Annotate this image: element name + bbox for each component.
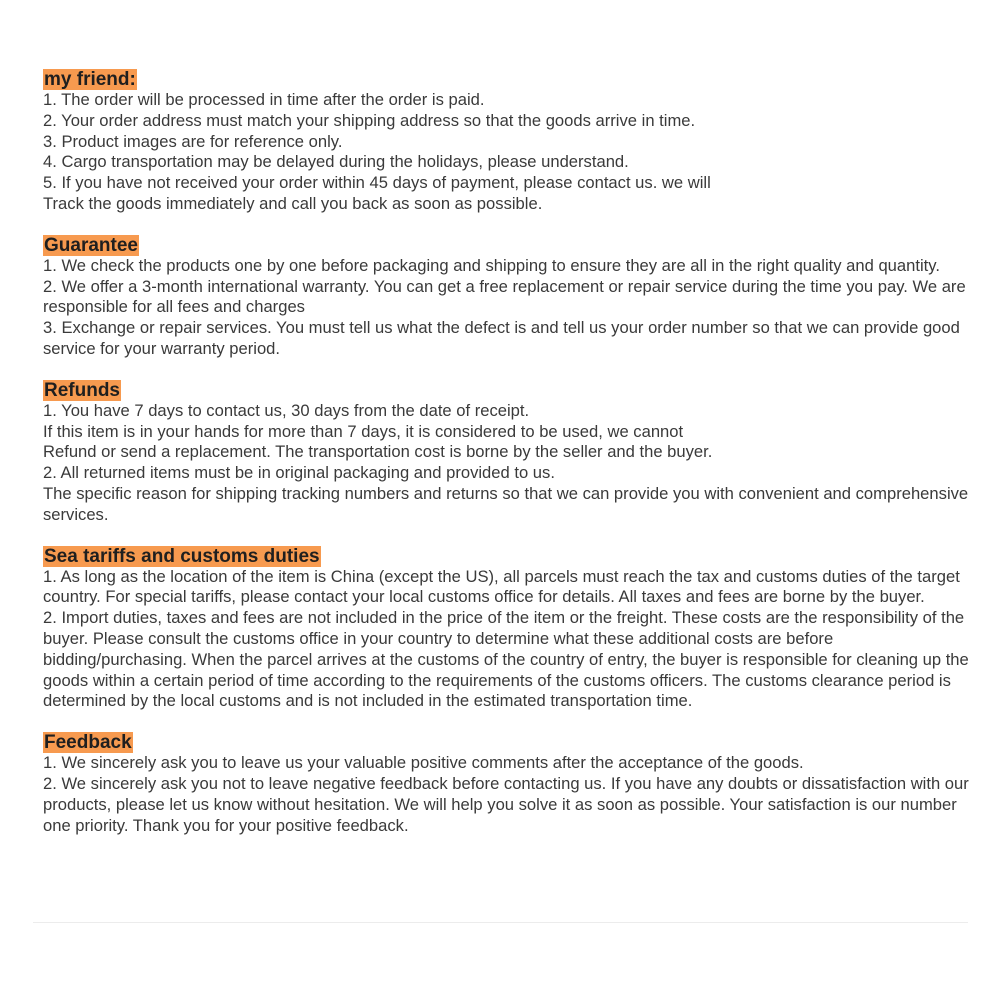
text-line: 3. Product images are for reference only. — [43, 131, 343, 151]
text-line: 2. We offer a 3-month international warranty. You can get a free replacement or repair service during the time you pay. We are responsible for all fees and charges — [43, 276, 966, 317]
text-line: 4. Cargo transportation may be delayed during the holidays, please understand. — [43, 152, 629, 172]
text-line: 5. If you have not received your order within 45 days of payment, please contact us. we will — [43, 173, 711, 193]
text-line: 2. We sincerely ask you not to leave negative feedback before contacting us. If you have any doubts or dissatisfaction with our products, please let us know without hesitation. We will help you solve it as soon as possible. Your satisfaction is our number one priority. Thank you for your positive feedback. — [43, 773, 969, 835]
text-line: 2. All returned items must be in original packaging and provided to us. — [43, 463, 555, 483]
section-my-friend — [43, 69, 973, 215]
section-guarantee — [43, 235, 973, 360]
section-heading: Guarantee — [44, 234, 138, 256]
text-line: 2. Your order address must match your shipping address so that the goods arrive in time. — [43, 110, 696, 130]
text-line: 1. We sincerely ask you to leave us your valuable positive comments after the acceptance of the goods. — [43, 753, 804, 773]
text-line: If this item is in your hands for more than 7 days, it is considered to be used, we cannot — [43, 421, 684, 441]
section-heading: Sea tariffs and customs duties — [44, 545, 320, 567]
text-line: 1. You have 7 days to contact us, 30 days from the date of receipt. — [43, 400, 530, 420]
policy-document — [43, 69, 973, 856]
section-sea-tariffs — [43, 546, 973, 713]
section-feedback — [43, 732, 973, 836]
section-heading: Refunds — [44, 379, 120, 401]
text-line: 1. As long as the location of the item is China (except the US), all parcels must reach the tax and customs duties of the target country. For special tariffs, please contact your local customs office for details. All taxes and fees are borne by the buyer. — [43, 566, 960, 607]
text-line: 3. Exchange or repair services. You must tell us what the defect is and tell us your order number so that we can provide good service for your warranty period. — [43, 318, 960, 358]
text-line: The specific reason for shipping tracking numbers and returns so that we can provide you with convenient and comprehensive services. — [43, 483, 969, 524]
text-line: 1. We check the products one by one before packaging and shipping to ensure they are all in the right quality and quantity. — [43, 255, 940, 275]
section-heading: Feedback — [44, 732, 132, 754]
text-line: 1. The order will be processed in time after the order is paid. — [43, 90, 485, 109]
text-line: Track the goods immediately and call you back as soon as possible. — [43, 193, 543, 213]
bottom-divider — [33, 922, 968, 923]
section-heading: my friend: — [44, 69, 136, 90]
section-refunds — [43, 380, 973, 526]
text-line: 2. Import duties, taxes and fees are not included in the price of the item or the freight. These costs are the responsibility of the buyer. Please consult the customs office in your country to determine what these additional costs are before bidding/purchasing. When the parcel arrives at the customs of the country of entry, the buyer is responsible for cleaning up the goods within a certain period of time according to the requirements of the customs officers. The customs clearance period is determined by the local customs and is not included in the estimated transportation time. — [43, 608, 969, 711]
text-line: Refund or send a replacement. The transportation cost is borne by the seller and the buyer. — [43, 442, 713, 462]
